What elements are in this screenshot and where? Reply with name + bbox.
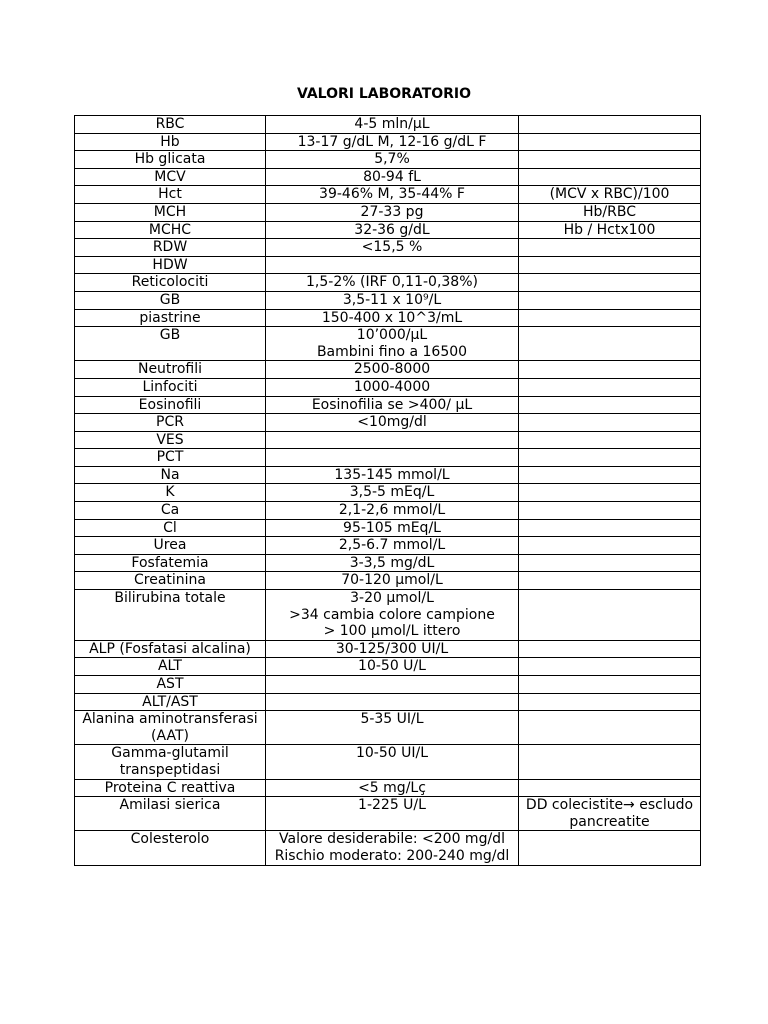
reference-value-cell: 95-105 mEq/L [266,519,519,537]
note-cell [519,291,701,309]
note-cell: DD colecistite→ escludo pancreatite [519,797,701,831]
parameter-cell: PCR [75,414,266,432]
table-row [75,676,701,694]
reference-value-cell: 1-225 U/L [266,797,519,831]
table-row [75,554,701,572]
note-cell [519,519,701,537]
table-row [75,378,701,396]
lab-values-table [74,115,701,866]
reference-value-cell [266,449,519,467]
parameter-cell: RDW [75,239,266,257]
table-row [75,658,701,676]
note-cell [519,116,701,134]
table-row [75,693,701,711]
reference-value-cell: 70-120 µmol/L [266,572,519,590]
table-row [75,221,701,239]
table-row [75,519,701,537]
reference-value-cell: 2500-8000 [266,361,519,379]
parameter-cell: HDW [75,256,266,274]
parameter-cell: MCV [75,168,266,186]
note-cell: Hb/RBC [519,203,701,221]
reference-value-cell: 1000-4000 [266,378,519,396]
table-row [75,431,701,449]
table-row [75,203,701,221]
table-row [75,572,701,590]
table-row [75,414,701,432]
note-cell [519,466,701,484]
table-row [75,327,701,361]
note-cell [519,414,701,432]
parameter-cell: Creatinina [75,572,266,590]
table-row [75,537,701,555]
reference-value-cell: 2,1-2,6 mmol/L [266,502,519,520]
note-cell [519,658,701,676]
parameter-cell: ALT/AST [75,693,266,711]
note-cell [519,484,701,502]
reference-value-cell: 3-20 µmol/L >34 cambia colore campione > 100 µmol/L ittero [266,590,519,641]
note-cell [519,779,701,797]
reference-value-cell: 30-125/300 UI/L [266,640,519,658]
table-row [75,590,701,641]
reference-value-cell: 39-46% M, 35-44% F [266,186,519,204]
table-row [75,466,701,484]
parameter-cell: Neutrofili [75,361,266,379]
parameter-cell: Alanina aminotransferasi (AAT) [75,711,266,745]
reference-value-cell: 3,5-5 mEq/L [266,484,519,502]
table-row [75,309,701,327]
note-cell [519,431,701,449]
note-cell: Hb / Hctx100 [519,221,701,239]
table-row [75,361,701,379]
reference-value-cell: 150-400 x 10^3/mL [266,309,519,327]
reference-value-cell [266,693,519,711]
parameter-cell: VES [75,431,266,449]
parameter-cell: ALP (Fosfatasi alcalina) [75,640,266,658]
parameter-cell: K [75,484,266,502]
parameter-cell: piastrine [75,309,266,327]
note-cell [519,361,701,379]
reference-value-cell: <5 mg/Lç [266,779,519,797]
note-cell [519,327,701,361]
note-cell [519,676,701,694]
table-row [75,640,701,658]
note-cell [519,274,701,292]
table-row [75,151,701,169]
note-cell: (MCV x RBC)/100 [519,186,701,204]
parameter-cell: Urea [75,537,266,555]
table-row [75,502,701,520]
table-row [75,745,701,779]
note-cell [519,572,701,590]
note-cell [519,256,701,274]
table-row [75,186,701,204]
note-cell [519,554,701,572]
note-cell [519,168,701,186]
parameter-cell: RBC [75,116,266,134]
parameter-cell: PCT [75,449,266,467]
parameter-cell: GB [75,327,266,361]
table-row [75,396,701,414]
parameter-cell: MCHC [75,221,266,239]
reference-value-cell: 135-145 mmol/L [266,466,519,484]
reference-value-cell: 10-50 UI/L [266,745,519,779]
reference-value-cell: 13-17 g/dL M, 12-16 g/dL F [266,133,519,151]
parameter-cell: Reticolociti [75,274,266,292]
note-cell [519,309,701,327]
parameter-cell: Hb [75,133,266,151]
note-cell [519,745,701,779]
reference-value-cell: <10mg/dl [266,414,519,432]
parameter-cell: Linfociti [75,378,266,396]
reference-value-cell: 10-50 U/L [266,658,519,676]
table-row [75,133,701,151]
reference-value-cell: 5,7% [266,151,519,169]
note-cell [519,378,701,396]
parameter-cell: Amilasi sierica [75,797,266,831]
table-row [75,484,701,502]
reference-value-cell [266,256,519,274]
reference-value-cell: 3,5-11 x 10⁹/L [266,291,519,309]
table-row [75,256,701,274]
parameter-cell: MCH [75,203,266,221]
parameter-cell: AST [75,676,266,694]
reference-value-cell: 5-35 UI/L [266,711,519,745]
parameter-cell: Proteina C reattiva [75,779,266,797]
note-cell [519,133,701,151]
reference-value-cell [266,676,519,694]
reference-value-cell [266,431,519,449]
lab-values-body [75,116,701,866]
parameter-cell: Hb glicata [75,151,266,169]
parameter-cell: Eosinofili [75,396,266,414]
reference-value-cell: 80-94 fL [266,168,519,186]
reference-value-cell: 1,5-2% (IRF 0,11-0,38%) [266,274,519,292]
note-cell [519,831,701,865]
reference-value-cell: 10’000/µL Bambini fino a 16500 [266,327,519,361]
reference-value-cell: 3-3,5 mg/dL [266,554,519,572]
table-row [75,449,701,467]
parameter-cell: Colesterolo [75,831,266,865]
reference-value-cell: 2,5-6.7 mmol/L [266,537,519,555]
parameter-cell: ALT [75,658,266,676]
table-row [75,797,701,831]
note-cell [519,449,701,467]
note-cell [519,239,701,257]
table-row [75,116,701,134]
parameter-cell: Na [75,466,266,484]
note-cell [519,151,701,169]
table-row [75,779,701,797]
reference-value-cell: Valore desiderabile: <200 mg/dl Rischio moderato: 200-240 mg/dl [266,831,519,865]
reference-value-cell: 4-5 mln/µL [266,116,519,134]
table-row [75,274,701,292]
reference-value-cell: <15,5 % [266,239,519,257]
note-cell [519,590,701,641]
table-row [75,711,701,745]
parameter-cell: Fosfatemia [75,554,266,572]
note-cell [519,640,701,658]
note-cell [519,396,701,414]
parameter-cell: Cl [75,519,266,537]
note-cell [519,711,701,745]
parameter-cell: Hct [75,186,266,204]
reference-value-cell: Eosinofilia se >400/ µL [266,396,519,414]
reference-value-cell: 32-36 g/dL [266,221,519,239]
note-cell [519,537,701,555]
note-cell [519,502,701,520]
table-row [75,239,701,257]
page-title: VALORI LABORATORIO [296,86,472,102]
reference-value-cell: 27-33 pg [266,203,519,221]
table-row [75,831,701,865]
parameter-cell: Gamma-glutamil transpeptidasi [75,745,266,779]
parameter-cell: Bilirubina totale [75,590,266,641]
parameter-cell: GB [75,291,266,309]
table-row [75,168,701,186]
table-row [75,291,701,309]
note-cell [519,693,701,711]
parameter-cell: Ca [75,502,266,520]
